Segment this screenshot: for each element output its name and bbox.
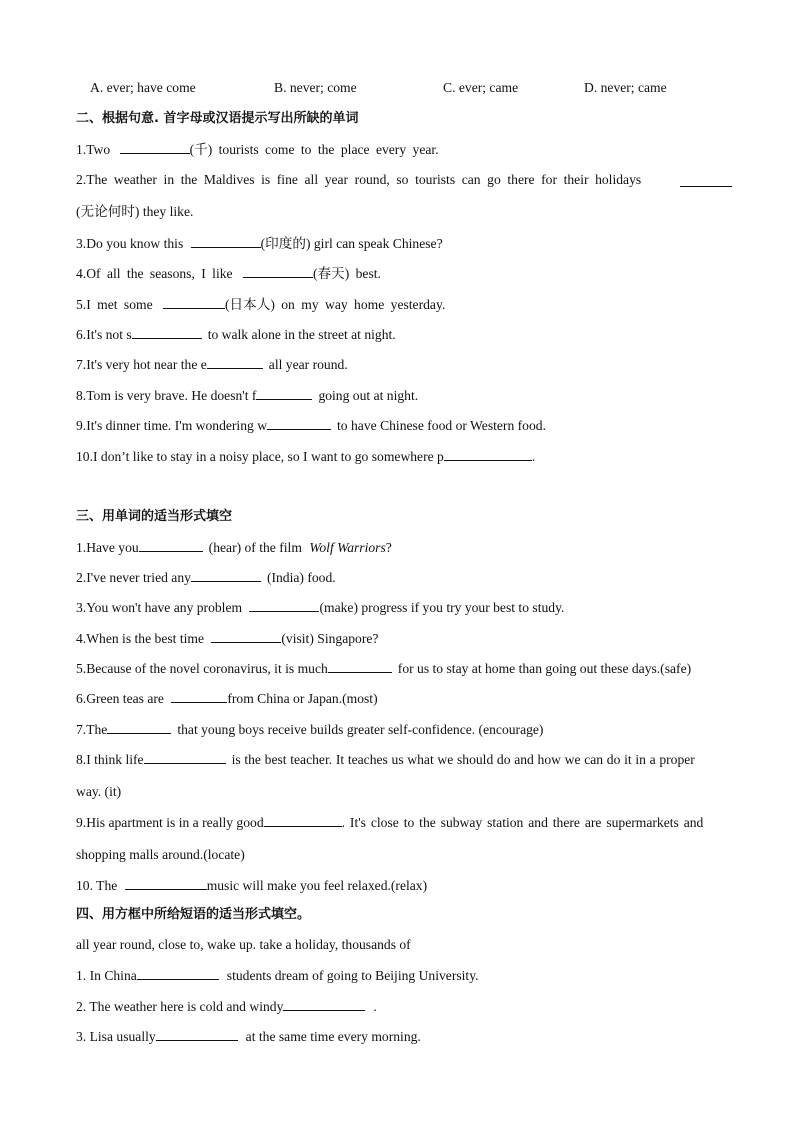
s3-question-8 [76,750,732,769]
s2-q6-text-post: to walk alone in the street at night. [207,327,396,342]
s4-question-2 [76,997,732,1016]
s2-q9-blank[interactable] [267,416,331,430]
s3-q1-film-title: Wolf Warriors [309,540,386,555]
s3-q3-text-post: (make) progress if you try your best to study. [319,600,565,615]
s3-question-5 [76,659,732,678]
s3-q9-text-post: . It's close to the subway station and there are supermarkets and [341,815,704,830]
s3-q8-text-post: is the best teacher. It teaches us what we should do and how we can do it in a proper [231,752,695,767]
s2-q5-blank[interactable] [163,295,225,309]
s3-q1-blank[interactable] [139,538,203,552]
s3-question-1 [76,538,732,557]
s2-q9-text-pre: 9.It's dinner time. I'm wondering w [76,418,268,433]
section2-heading: 二、根据句意. 首字母或汉语提示写出所缺的单词 [76,111,359,126]
s4-q1-blank[interactable] [137,966,219,980]
s3-q6-text-pre: 6.Green teas are [76,691,164,706]
s2-q2-text-line1: 2.The weather in the Maldives is fine all year round, so tourists can go there for their holidays [76,172,642,187]
s3-q5-blank[interactable] [328,659,392,673]
s3-q7-text-post: that young boys receive builds greater self-confidence. (encourage) [177,722,544,737]
s2-q7-blank[interactable] [207,355,263,369]
s3-question-9 [76,813,732,832]
s3-question-4 [76,629,732,648]
option-d[interactable]: D. never; came [584,80,667,95]
s3-q4-text-pre: 4.When is the best time [76,631,204,646]
s2-q1-text-pre: 1.Two [76,142,111,157]
s2-question-8 [76,386,732,405]
s2-question-2-cont: (无论何时) they like. [76,204,194,219]
s2-q10-blank[interactable] [444,447,532,461]
s3-question-9-cont: shopping malls around.(locate) [76,847,245,862]
s3-q3-blank[interactable] [249,598,319,612]
s3-q4-text-post: (visit) Singapore? [281,631,379,646]
s3-q6-blank[interactable] [171,689,227,703]
s3-question-2 [76,568,732,587]
s3-q10-blank[interactable] [125,876,207,890]
s4-q2-blank[interactable] [283,997,365,1011]
s2-question-9 [76,416,732,435]
s2-q10-text-post: . [531,449,536,464]
s3-q10-text-post: music will make you feel relaxed.(relax) [206,878,428,893]
s2-q8-text-pre: 8.Tom is very brave. He doesn't f [76,388,257,403]
s4-q3-blank[interactable] [156,1027,238,1041]
s3-q7-blank[interactable] [107,720,171,734]
s4-question-1 [76,966,732,985]
option-b[interactable]: B. never; come [274,80,357,95]
s2-q8-text-post: going out at night. [318,388,419,403]
s3-q10-text-pre: 10. The [76,878,118,893]
s3-q1-text-pre: 1.Have you [76,540,139,555]
s3-q6-text-post: from China or Japan.(most) [227,691,378,706]
s2-q5-text-post: (日本人) on my way home yesterday. [225,297,446,312]
s2-question-3 [76,234,732,253]
option-c[interactable]: C. ever; came [443,80,519,95]
s2-q4-blank[interactable] [243,264,313,278]
s3-q7-text-pre: 7.The [76,722,108,737]
s4-q1-text-post: students dream of going to Beijing University. [226,968,479,983]
s2-question-2 [76,171,732,189]
s2-q8-blank[interactable] [256,386,312,400]
section3-heading: 三、用单词的适当形式填空 [76,509,233,524]
s2-question-7 [76,355,732,374]
s3-q9-blank[interactable] [264,813,342,827]
section4-heading: 四、用方框中所给短语的适当形式填空。 [76,907,311,922]
s3-question-8-cont: way. (it) [76,784,122,799]
s2-q3-blank[interactable] [191,234,261,248]
s2-q2-blank[interactable] [680,173,732,187]
s4-q3-text-pre: 3. Lisa usually [76,1029,156,1044]
option-a[interactable]: A. ever; have come [90,80,196,95]
s3-q4-blank[interactable] [211,629,281,643]
s3-q8-blank[interactable] [144,750,226,764]
s2-q7-text-post: all year round. [268,357,348,372]
s2-q10-text-pre: 10.I don’t like to stay in a noisy place, so I want to go somewhere p [76,449,444,464]
s3-question-6 [76,689,732,708]
s2-q3-text-pre: 3.Do you know this [76,236,184,251]
s2-q7-text-pre: 7.It's very hot near the e [76,357,207,372]
s2-question-6 [76,325,732,344]
s3-q8-text-pre: 8.I think life [76,752,144,767]
s2-q9-text-post: to have Chinese food or Western food. [337,418,546,433]
s3-question-3 [76,598,732,617]
s3-q5-text-post: for us to stay at home than going out these days.(safe) [397,661,692,676]
s3-q1-text-mid: (hear) of the film [208,540,302,555]
s4-q1-text-pre: 1. In China [76,968,137,983]
s3-question-10 [76,876,732,895]
s2-q6-blank[interactable] [132,325,202,339]
s3-question-7 [76,720,732,739]
s2-question-1 [76,140,732,159]
s2-q4-text-pre: 4.Of all the seasons, I like [76,266,233,281]
s4-question-3 [76,1027,732,1046]
s3-q9-text-pre: 9.His apartment is in a really good [76,815,264,830]
s3-q2-text-post: (India) food. [266,570,336,585]
s4-q2-text-post: . [373,999,377,1014]
s2-question-5 [76,295,732,314]
s4-phrase-box: all year round, close to, wake up. take a holiday, thousands of [76,937,411,952]
s2-q5-text-pre: 5.I met some [76,297,153,312]
s2-question-4 [76,264,732,283]
s2-q3-text-post: (印度的) girl can speak Chinese? [260,236,443,251]
s3-q1-text-post: ? [385,540,392,555]
s2-q1-blank[interactable] [120,140,190,154]
s3-q3-text-pre: 3.You won't have any problem [76,600,243,615]
s2-q4-text-post: (春天) best. [312,266,381,281]
s3-q5-text-pre: 5.Because of the novel coronavirus, it is much [76,661,328,676]
s2-q6-text-pre: 6.It's not s [76,327,132,342]
s3-q2-blank[interactable] [191,568,261,582]
s2-q1-text-post: (千) tourists come to the place every year. [189,142,439,157]
s4-q2-text-pre: 2. The weather here is cold and windy [76,999,284,1014]
s3-q2-text-pre: 2.I've never tried any [76,570,191,585]
s2-question-10 [76,447,732,466]
s4-q3-text-post: at the same time every morning. [245,1029,421,1044]
